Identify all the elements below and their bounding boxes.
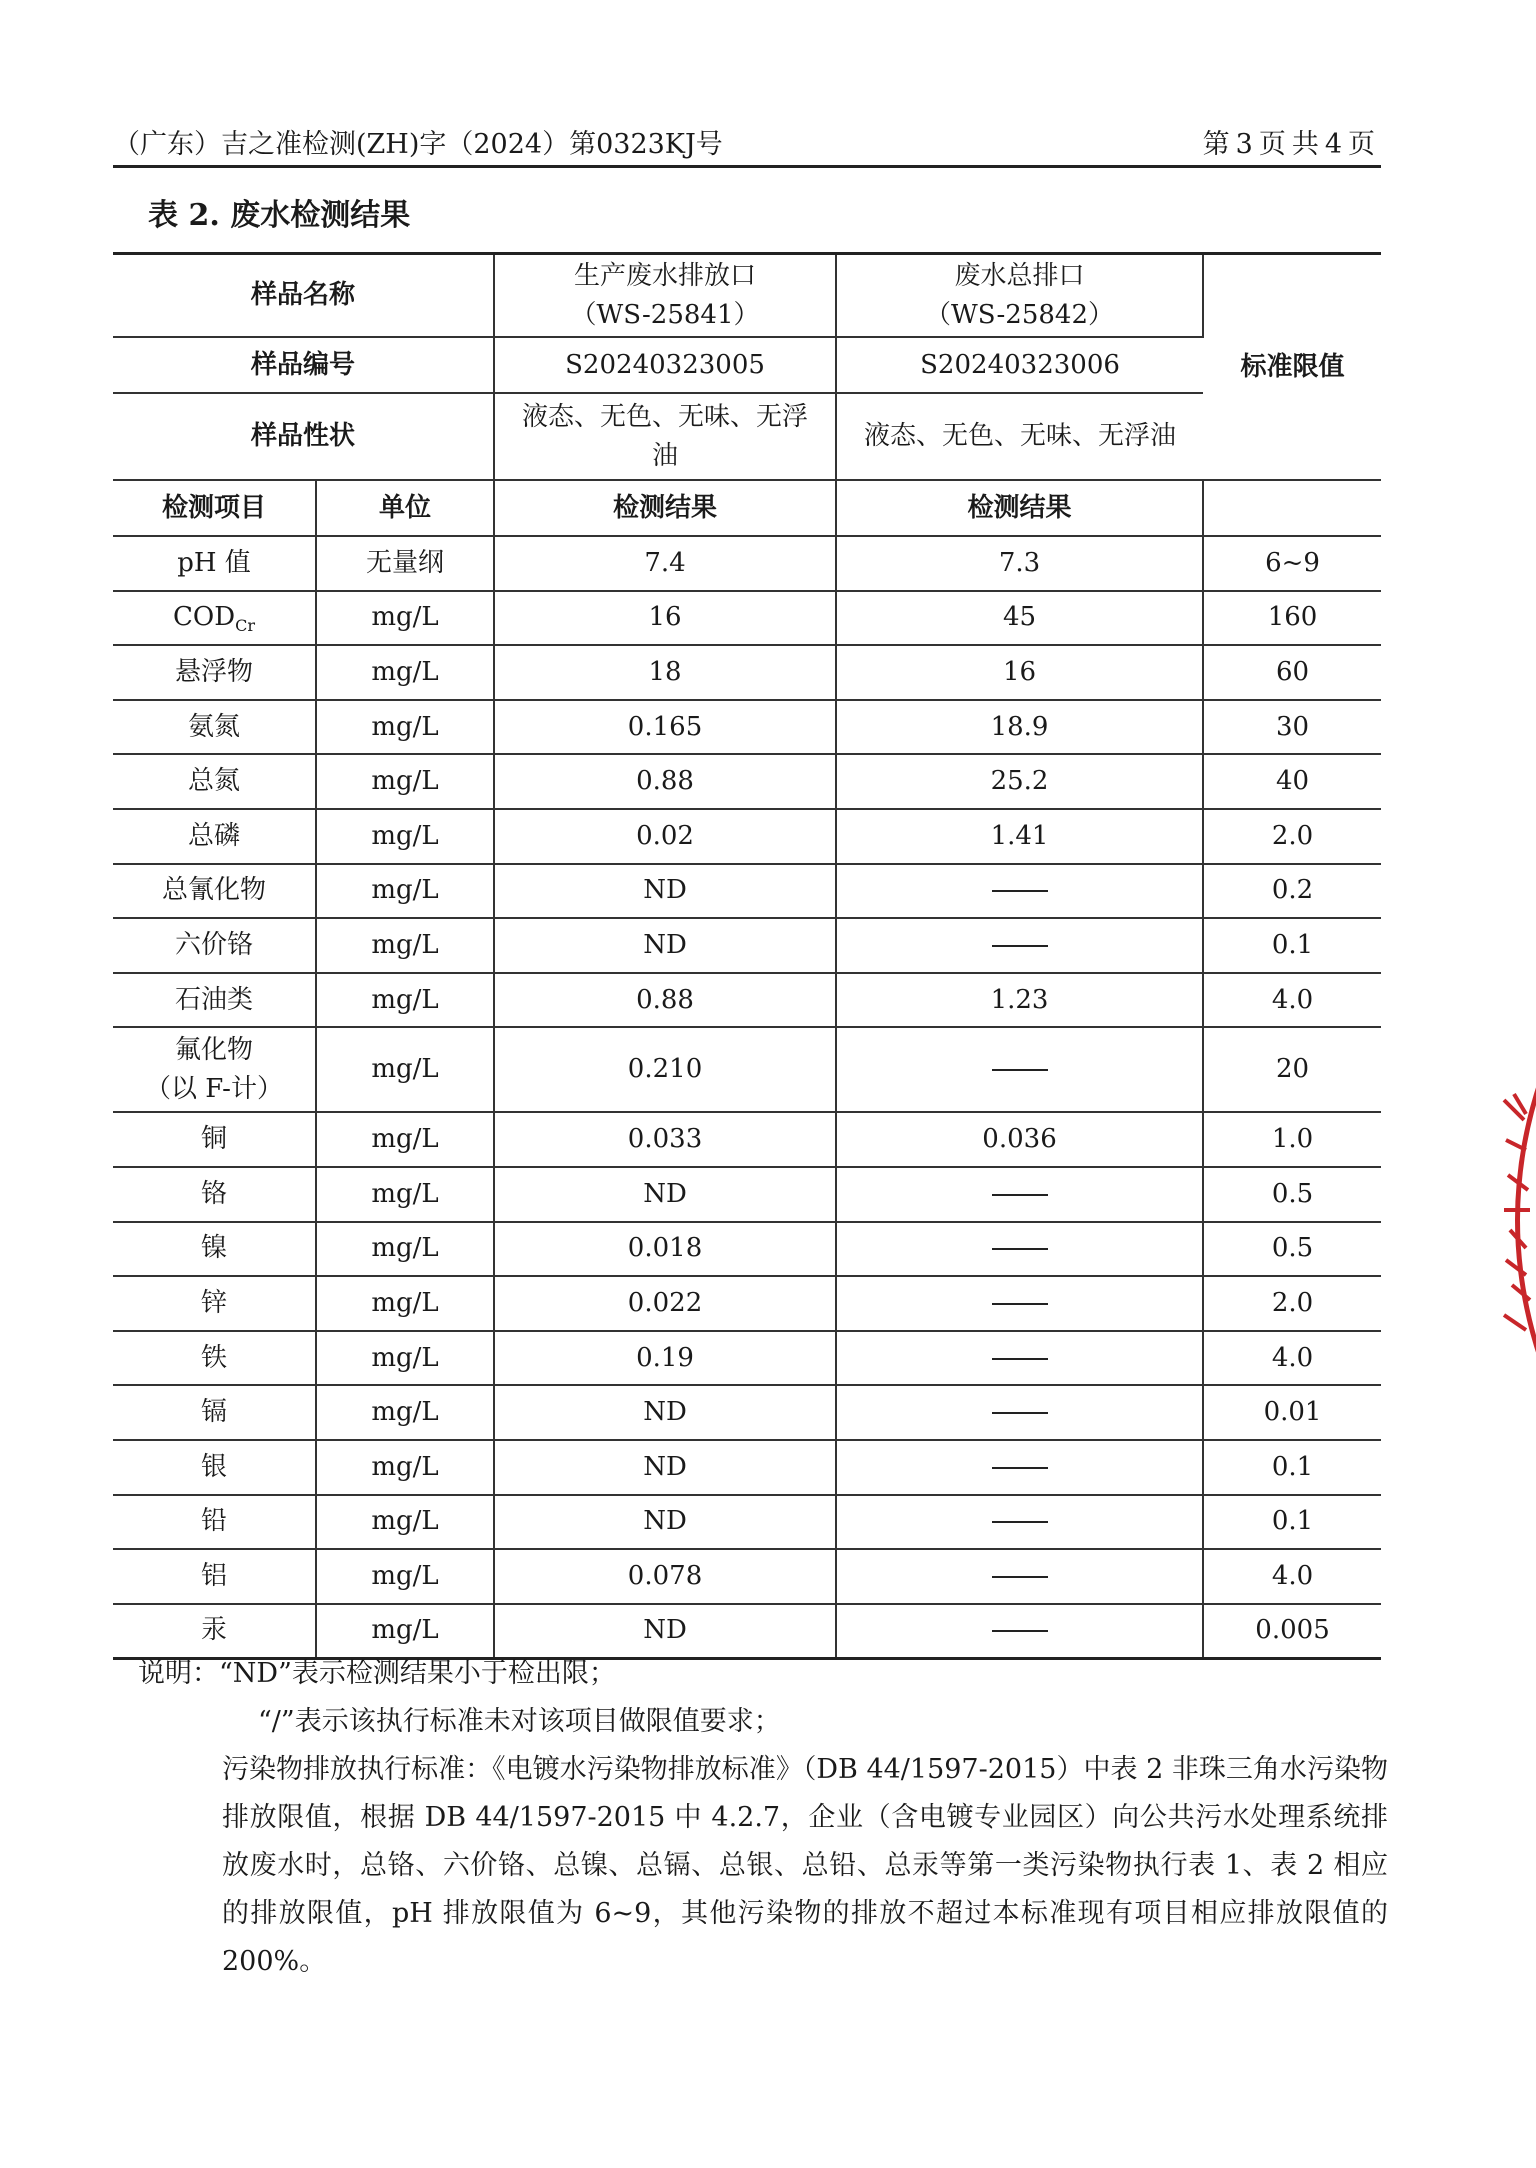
limit-cell: 40	[1203, 754, 1381, 809]
notes	[138, 1650, 1388, 1986]
sample-no-label: 样品编号	[113, 337, 494, 393]
item-name: pH 值	[177, 547, 251, 578]
table-row	[113, 1549, 1381, 1604]
unit-cell: mg/L	[316, 864, 494, 919]
result1-cell: 0.078	[494, 1549, 836, 1604]
result1-cell: 16	[494, 591, 836, 646]
table-row	[113, 1385, 1381, 1440]
item-name: 铬	[200, 1178, 227, 1209]
sample1-state: 液态、无色、无味、无浮油	[494, 393, 836, 480]
result1-cell: 0.165	[494, 700, 836, 755]
unit-cell: mg/L	[316, 1385, 494, 1440]
result1-cell: 18	[494, 645, 836, 700]
result2-cell	[836, 1331, 1203, 1386]
item-name: 总磷	[187, 820, 240, 851]
result1-cell: ND	[494, 1440, 836, 1495]
item-name: 铁	[200, 1342, 227, 1373]
limit-cell: 1.0	[1203, 1112, 1381, 1167]
item-cell	[113, 864, 316, 919]
table-row	[113, 393, 1381, 480]
item-cell	[113, 1222, 316, 1277]
limit-cell: 20	[1203, 1027, 1381, 1112]
unit-cell: mg/L	[316, 1276, 494, 1331]
limit-cell: 30	[1203, 700, 1381, 755]
table-row	[113, 700, 1381, 755]
not-applicable-dash	[992, 890, 1048, 892]
table-row	[113, 809, 1381, 864]
result2-column-header: 检测结果	[836, 480, 1203, 536]
sample2-state: 液态、无色、无味、无浮油	[836, 393, 1203, 480]
table-row	[113, 864, 1381, 919]
item-name: 总氰化物	[161, 875, 266, 906]
result2-cell	[836, 1495, 1203, 1550]
sample1-name-line1: 生产废水排放口	[574, 260, 757, 291]
limit-cell: 4.0	[1203, 1331, 1381, 1386]
table-row	[113, 536, 1381, 591]
result2-cell	[836, 1027, 1203, 1112]
result2-cell	[836, 864, 1203, 919]
unit-cell: mg/L	[316, 700, 494, 755]
table-row	[113, 918, 1381, 973]
result1-cell: 0.033	[494, 1112, 836, 1167]
not-applicable-dash	[992, 1303, 1048, 1305]
not-applicable-dash	[992, 1521, 1048, 1523]
sample1-name-line2: （WS-25841）	[570, 299, 760, 330]
unit-cell: mg/L	[316, 1027, 494, 1112]
result1-cell: ND	[494, 1385, 836, 1440]
limit-cell: 0.1	[1203, 1440, 1381, 1495]
table-row	[113, 1276, 1381, 1331]
item-cell	[113, 700, 316, 755]
result1-cell: ND	[494, 1604, 836, 1659]
unit-cell: mg/L	[316, 1167, 494, 1222]
table-row	[113, 1331, 1381, 1386]
item-name-line2: （以 F-计）	[145, 1073, 283, 1104]
unit-cell: mg/L	[316, 1604, 494, 1659]
result2-cell: 45	[836, 591, 1203, 646]
result1-cell: ND	[494, 864, 836, 919]
result1-cell: ND	[494, 1167, 836, 1222]
result2-cell: 7.3	[836, 536, 1203, 591]
report-number: （广东）吉之准检测(ZH)字（2024）第0323KJ号	[113, 129, 723, 160]
limit-cell: 0.5	[1203, 1167, 1381, 1222]
item-cell	[113, 645, 316, 700]
item-name: 氟化物	[174, 1034, 253, 1065]
item-cell	[113, 1549, 316, 1604]
item-name: 镍	[200, 1233, 227, 1264]
item-name: 镉	[200, 1397, 227, 1428]
limit-cell: 0.1	[1203, 918, 1381, 973]
result2-cell	[836, 1385, 1203, 1440]
stamp-stroke	[1504, 1315, 1526, 1330]
unit-cell: mg/L	[316, 1495, 494, 1550]
result2-cell: 16	[836, 645, 1203, 700]
not-applicable-dash	[992, 1576, 1048, 1578]
result2-cell	[836, 1276, 1203, 1331]
table-row	[113, 337, 1381, 393]
unit-cell: mg/L	[316, 591, 494, 646]
table-row	[113, 1222, 1381, 1277]
result2-cell	[836, 1222, 1203, 1277]
limit-cell: 4.0	[1203, 973, 1381, 1028]
result1-cell: 0.19	[494, 1331, 836, 1386]
item-name: 铜	[200, 1124, 227, 1155]
item-name: 铅	[200, 1506, 227, 1537]
item-cell	[113, 973, 316, 1028]
unit-cell: mg/L	[316, 1440, 494, 1495]
note-standard: 污染物排放执行标准：《电镀水污染物排放标准》（DB 44/1597-2015）中表 2 非珠三角水污染物排放限值，根据 DB 44/1597-2015 中 4.2.7，企业（含电镀专业园区）向公共污水处理系统排放废水时，总铬、六价铬、总镍、总镉、总银、总铅、总汞等第一类污染物执行表 1、表 2 相应的排放限值，pH 排放限值为 6~9，其他污染物的排放不超过本标准现有项目相应排放限值的 200%。	[222, 1754, 1388, 1977]
unit-cell: mg/L	[316, 1549, 494, 1604]
sample2-no: S20240323006	[836, 337, 1203, 393]
item-subscript: Cr	[235, 615, 255, 635]
unit-cell: mg/L	[316, 973, 494, 1028]
result2-cell	[836, 918, 1203, 973]
limit-cell: 2.0	[1203, 809, 1381, 864]
result2-cell: 1.23	[836, 973, 1203, 1028]
limit-cell: 0.2	[1203, 864, 1381, 919]
table-row	[113, 591, 1381, 646]
result1-column-header: 检测结果	[494, 480, 836, 536]
table-row	[113, 1027, 1381, 1112]
item-cell	[113, 591, 316, 646]
item-name: 汞	[200, 1615, 227, 1646]
not-applicable-dash	[992, 1358, 1048, 1360]
item-name: 石油类	[174, 984, 253, 1015]
page-header	[113, 126, 1381, 168]
result1-cell: 0.88	[494, 973, 836, 1028]
not-applicable-dash	[992, 1248, 1048, 1250]
result2-cell	[836, 1167, 1203, 1222]
limit-cell: 160	[1203, 591, 1381, 646]
unit-cell: mg/L	[316, 1222, 494, 1277]
sample2-name-line1: 废水总排口	[954, 260, 1085, 291]
sample-state-label: 样品性状	[113, 393, 494, 480]
unit-cell: 无量纲	[316, 536, 494, 591]
item-name: 铝	[200, 1560, 227, 1591]
standard-limit-header: 标准限值	[1203, 254, 1381, 481]
item-cell	[113, 1440, 316, 1495]
item-name: COD	[173, 601, 236, 632]
item-name: 氨氮	[187, 711, 240, 742]
note-slash: “/”表示该执行标准未对该项目做限值要求；	[258, 1706, 781, 1737]
item-cell	[113, 1027, 316, 1112]
limit-cell: 0.01	[1203, 1385, 1381, 1440]
sample1-name	[494, 254, 836, 338]
page-indicator: 第3页共4页	[1202, 129, 1381, 160]
item-cell	[113, 1495, 316, 1550]
sample2-name-line2: （WS-25842）	[925, 299, 1114, 330]
item-name: 锌	[200, 1287, 227, 1318]
table-row	[113, 1440, 1381, 1495]
table-row	[113, 973, 1381, 1028]
sample-name-label: 样品名称	[113, 254, 494, 338]
unit-cell: mg/L	[316, 1112, 494, 1167]
item-name: 总氮	[187, 766, 240, 797]
result2-cell	[836, 1549, 1203, 1604]
unit-column-header: 单位	[316, 480, 494, 536]
result2-cell: 18.9	[836, 700, 1203, 755]
limit-cell: 6~9	[1203, 536, 1381, 591]
item-column-header: 检测项目	[113, 480, 316, 536]
result1-cell: 0.022	[494, 1276, 836, 1331]
item-cell	[113, 1167, 316, 1222]
result1-cell: 0.02	[494, 809, 836, 864]
item-cell	[113, 918, 316, 973]
table-row	[113, 754, 1381, 809]
standard-blank-cell	[1203, 480, 1381, 536]
sample1-no: S20240323005	[494, 337, 836, 393]
table-row	[113, 645, 1381, 700]
not-applicable-dash	[992, 945, 1048, 947]
sample2-name	[836, 254, 1203, 338]
limit-cell: 2.0	[1203, 1276, 1381, 1331]
unit-cell: mg/L	[316, 645, 494, 700]
unit-cell: mg/L	[316, 754, 494, 809]
table-row	[113, 1167, 1381, 1222]
unit-cell: mg/L	[316, 809, 494, 864]
item-cell	[113, 1276, 316, 1331]
result2-cell: 1.41	[836, 809, 1203, 864]
table-row	[113, 254, 1381, 338]
note-nd: 说明：“ND”表示检测结果小于检出限；	[138, 1658, 616, 1689]
unit-cell: mg/L	[316, 1331, 494, 1386]
item-cell	[113, 1331, 316, 1386]
item-cell	[113, 1385, 316, 1440]
item-name: 六价铬	[174, 929, 253, 960]
item-cell	[113, 754, 316, 809]
limit-cell: 0.5	[1203, 1222, 1381, 1277]
table-row	[113, 1495, 1381, 1550]
not-applicable-dash	[992, 1194, 1048, 1196]
result1-cell: 0.018	[494, 1222, 836, 1277]
item-cell	[113, 1112, 316, 1167]
result1-cell: 0.210	[494, 1027, 836, 1112]
result1-cell: 0.88	[494, 754, 836, 809]
table-title: 表 2. 废水检测结果	[148, 198, 411, 233]
red-seal-stamp	[1486, 1080, 1536, 1360]
item-name: 悬浮物	[174, 656, 253, 687]
stamp-stroke	[1506, 1260, 1526, 1275]
not-applicable-dash	[992, 1467, 1048, 1469]
limit-cell: 60	[1203, 645, 1381, 700]
result1-cell: ND	[494, 918, 836, 973]
item-name: 银	[200, 1451, 227, 1482]
limit-cell: 4.0	[1203, 1549, 1381, 1604]
unit-cell: mg/L	[316, 918, 494, 973]
table-row	[113, 1112, 1381, 1167]
result1-cell: 7.4	[494, 536, 836, 591]
results-table	[113, 252, 1381, 1660]
result1-cell: ND	[494, 1495, 836, 1550]
not-applicable-dash	[992, 1412, 1048, 1414]
table-row	[113, 480, 1381, 536]
limit-cell: 0.1	[1203, 1495, 1381, 1550]
item-cell	[113, 809, 316, 864]
item-cell	[113, 536, 316, 591]
result2-cell: 25.2	[836, 754, 1203, 809]
not-applicable-dash	[992, 1069, 1048, 1071]
not-applicable-dash	[992, 1630, 1048, 1632]
limit-cell: 0.005	[1203, 1604, 1381, 1659]
result2-cell: 0.036	[836, 1112, 1203, 1167]
result2-cell	[836, 1440, 1203, 1495]
